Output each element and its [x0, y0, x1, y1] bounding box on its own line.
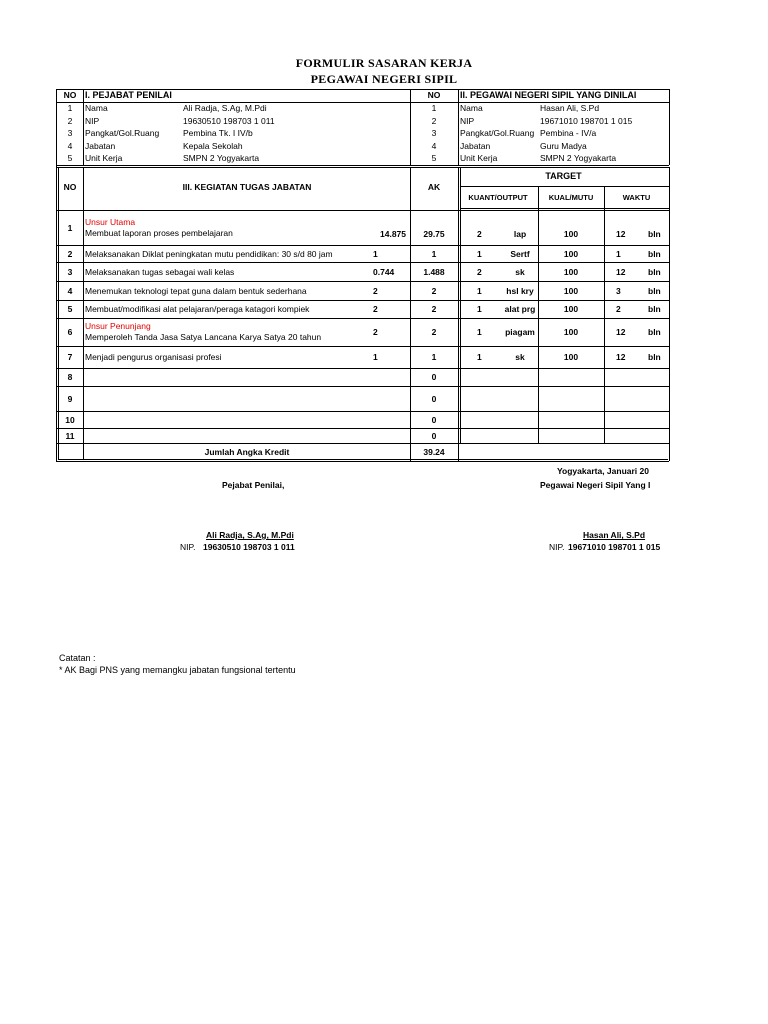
penilai-row-no: 3 — [67, 128, 73, 138]
table-rule — [56, 210, 669, 211]
table-rule — [56, 245, 669, 246]
activity-qty: 1 — [373, 352, 378, 362]
total-label: Jumlah Angka Kredit — [204, 447, 290, 457]
activity-kual: 100 — [563, 304, 579, 314]
activity-waktu: 2 — [616, 304, 621, 314]
table-rule — [56, 368, 669, 369]
activity-kuant: 2 — [477, 228, 482, 239]
table-head-ak: AK — [427, 182, 441, 192]
pns-row-no: 3 — [431, 128, 437, 138]
activity-qty: 14.875 — [380, 228, 406, 239]
pns-row-value: Guru Madya — [540, 140, 587, 151]
activity-waktu-unit: bln — [648, 248, 661, 259]
table-rule — [56, 165, 669, 166]
right-signer-title: Pegawai Negeri Sipil Yang I — [540, 480, 651, 490]
table-rule — [458, 89, 459, 165]
activity-ak: 1.488 — [423, 266, 445, 277]
activity-waktu-unit: bln — [648, 266, 661, 277]
penilai-row-value: Pembina Tk. I IV/b — [183, 128, 253, 138]
activity-desc: Memperoleh Tanda Jasa Satya Lancana Karya Satya 20 tahun — [85, 332, 322, 342]
pns-row-no: 5 — [431, 153, 437, 163]
table-rule — [538, 186, 539, 443]
activity-qty: 2 — [373, 304, 378, 314]
table-head-kuant: KUANT/OUTPUT — [468, 193, 528, 202]
activity-kuant-unit: Sertf — [510, 248, 530, 259]
activity-ak: 1 — [431, 352, 437, 362]
activity-no: 6 — [67, 327, 73, 337]
activity-kual: 100 — [563, 266, 579, 277]
activity-category: Unsur Utama — [85, 216, 136, 227]
table-rule — [458, 167, 459, 461]
activity-waktu-unit: bln — [648, 228, 661, 239]
table-head-no: NO — [63, 182, 77, 192]
form-title-line1: FORMULIR SASARAN KERJA — [295, 56, 473, 70]
table-rule — [56, 167, 669, 168]
pns-row-label: Pangkat/Gol.Ruang — [460, 128, 535, 138]
penilai-row-label: Unit Kerja — [85, 153, 123, 163]
activity-kuant-unit: alat prg — [504, 304, 536, 314]
notes-line1: * AK Bagi PNS yang memangku jabatan fungsional tertentu — [59, 665, 296, 675]
table-rule — [56, 300, 669, 301]
activity-desc: Melaksanakan Diklat peningkatan mutu pendidikan: 30 s/d 80 jam — [85, 248, 333, 259]
header-no: NO — [63, 90, 77, 100]
penilai-row-value: Kepala Sekolah — [183, 140, 243, 151]
activity-kuant: 1 — [477, 327, 482, 337]
activity-no: 7 — [67, 352, 73, 362]
left-signer-nip: 19630510 198703 1 011 — [203, 542, 295, 552]
activity-desc: Membuat/modifikasi alat pelajaran/peraga katagori kompiek — [85, 304, 310, 314]
header-no-2: NO — [427, 90, 441, 100]
activity-no: 3 — [67, 266, 73, 277]
activity-desc: Menemukan teknologi tepat guna dalam bentuk sederhana — [85, 285, 307, 296]
table-rule — [56, 461, 669, 462]
activity-waktu-unit: bln — [648, 352, 661, 362]
activity-desc: Menjadi pengurus organisasi profesi — [85, 352, 222, 362]
activity-qty: 1 — [373, 248, 378, 259]
activity-no: 5 — [67, 304, 73, 314]
activity-qty: 2 — [373, 285, 378, 296]
right-signer-nip: 19671010 198701 1 015 — [568, 542, 661, 552]
form-title-line2: PEGAWAI NEGERI SIPIL — [310, 72, 458, 86]
activity-no: 8 — [67, 372, 73, 382]
activity-qty: 0.744 — [373, 266, 395, 277]
pns-row-value: 19671010 198701 1 015 — [540, 115, 633, 126]
activity-ak: 2 — [431, 304, 437, 314]
pns-row-label: Jabatan — [460, 140, 491, 151]
activity-desc: Membuat laporan proses pembelajaran — [85, 227, 233, 238]
pns-row-value: Hasan Ali, S.Pd — [540, 103, 600, 113]
activity-waktu: 1 — [616, 248, 621, 259]
table-rule — [56, 443, 669, 444]
table-rule — [56, 428, 669, 429]
activity-ak: 0 — [431, 372, 437, 382]
pns-row-label: Unit Kerja — [460, 153, 498, 163]
activity-ak: 0 — [431, 393, 437, 404]
activity-kuant: 1 — [477, 248, 482, 259]
activity-waktu: 12 — [616, 327, 626, 337]
activity-waktu-unit: bln — [648, 304, 661, 314]
table-rule — [460, 186, 669, 187]
pns-row-no: 4 — [431, 140, 437, 151]
activity-kuant: 1 — [477, 285, 482, 296]
penilai-row-value: 19630510 198703 1 011 — [183, 115, 275, 126]
penilai-row-no: 5 — [67, 153, 73, 163]
penilai-row-no: 1 — [67, 103, 73, 113]
activity-kual: 100 — [563, 327, 579, 337]
pns-row-label: NIP — [460, 115, 475, 126]
activity-kual: 100 — [563, 248, 579, 259]
activity-ak: 2 — [431, 285, 437, 296]
table-rule — [56, 386, 669, 387]
penilai-row-value: SMPN 2 Yogyakarta — [183, 153, 260, 163]
total-value: 39.24 — [423, 447, 445, 457]
activity-category: Unsur Penunjang — [85, 321, 151, 331]
activity-ak: 0 — [431, 430, 437, 441]
penilai-row-label: Nama — [85, 103, 108, 113]
table-rule — [56, 281, 669, 282]
table-rule — [669, 167, 670, 461]
table-rule — [604, 186, 605, 443]
left-signer-name: Ali Radja, S.Ag, M.Pdi — [206, 530, 294, 540]
right-nip-label: NIP. — [549, 542, 565, 552]
activity-ak: 29.75 — [423, 228, 445, 239]
table-rule — [83, 89, 84, 165]
table-rule — [58, 459, 668, 460]
table-rule — [460, 208, 669, 209]
activity-kual: 100 — [563, 352, 579, 362]
table-head-target: TARGET — [545, 171, 582, 181]
pns-row-value: Pembina - IV/a — [540, 128, 597, 138]
activity-kuant: 1 — [477, 304, 482, 314]
penilai-row-value: Ali Radja, S.Ag, M.Pdi — [183, 103, 267, 113]
table-rule — [56, 89, 57, 461]
activity-waktu: 12 — [616, 228, 626, 239]
activity-waktu: 3 — [616, 285, 621, 296]
pns-row-no: 1 — [431, 103, 437, 113]
activity-waktu: 12 — [616, 352, 626, 362]
pns-row-value: SMPN 2 Yogyakarta — [540, 153, 617, 163]
activity-ak: 0 — [431, 414, 437, 425]
activity-no: 10 — [65, 414, 75, 425]
table-head-kual: KUAL/MUTU — [548, 193, 594, 202]
activity-kuant: 1 — [477, 352, 482, 362]
activity-kuant-unit: sk — [515, 352, 525, 362]
pns-row-no: 2 — [431, 115, 437, 126]
penilai-row-label: NIP — [85, 115, 100, 126]
table-rule — [56, 346, 669, 347]
activity-kual: 100 — [563, 285, 579, 296]
activity-waktu-unit: bln — [648, 327, 661, 337]
penilai-row-no: 2 — [67, 115, 73, 126]
table-rule — [669, 89, 670, 165]
penilai-section-title: I. PEJABAT PENILAI — [85, 90, 172, 100]
table-head-kegiatan: III. KEGIATAN TUGAS JABATAN — [182, 182, 312, 192]
activity-no: 9 — [67, 393, 73, 404]
activity-no: 1 — [67, 222, 73, 233]
penilai-row-label: Jabatan — [85, 140, 116, 151]
penilai-row-label: Pangkat/Gol.Ruang — [85, 128, 160, 138]
penilai-row-no: 4 — [67, 140, 73, 151]
activity-qty: 2 — [373, 327, 378, 337]
activity-no: 11 — [65, 430, 75, 441]
left-nip-label: NIP. — [180, 542, 196, 552]
table-rule — [56, 411, 669, 412]
activity-ak: 2 — [431, 327, 437, 337]
table-rule — [56, 318, 669, 319]
right-signer-name: Hasan Ali, S.Pd — [583, 530, 646, 540]
activity-kuant: 2 — [477, 266, 482, 277]
table-rule — [83, 167, 84, 459]
activity-waktu: 12 — [616, 266, 626, 277]
place-date: Yogyakarta, Januari 20 — [557, 466, 649, 476]
pns-row-label: Nama — [460, 103, 483, 113]
activity-kuant-unit: hsl kry — [506, 285, 534, 296]
activity-kuant-unit: piagam — [505, 327, 535, 337]
table-rule — [56, 262, 669, 263]
notes-heading: Catatan : — [59, 653, 96, 663]
activity-no: 4 — [67, 285, 73, 296]
table-head-waktu: WAKTU — [622, 193, 651, 202]
left-signer-title: Pejabat Penilai, — [222, 480, 285, 490]
activity-waktu-unit: bln — [648, 285, 661, 296]
activity-desc: Melaksanakan tugas sebagai wali kelas — [85, 266, 235, 277]
activity-kual: 100 — [563, 228, 579, 239]
pns-section-title: II. PEGAWAI NEGERI SIPIL YANG DINILAI — [460, 90, 637, 100]
activity-ak: 1 — [431, 248, 437, 259]
activity-no: 2 — [67, 248, 73, 259]
activity-kuant-unit: lap — [513, 228, 527, 239]
activity-kuant-unit: sk — [515, 266, 525, 277]
